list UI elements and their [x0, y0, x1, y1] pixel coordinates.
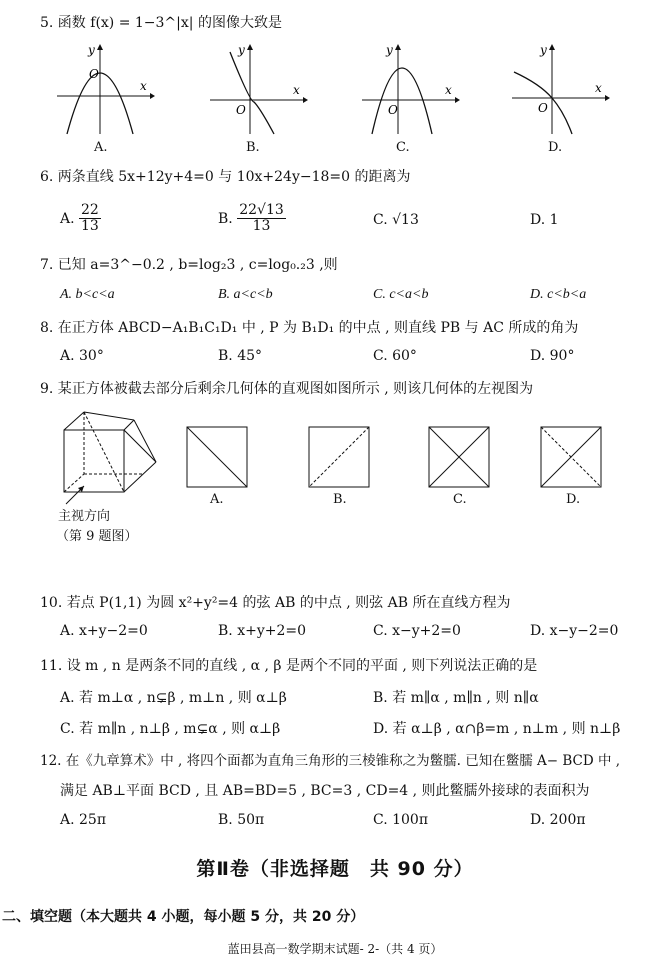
q8-option-c: C. 60°: [373, 348, 417, 364]
q6-a-denominator: 13: [81, 218, 99, 235]
fill-blank-heading: 二、填空题（本大题共 4 小题，每小题 5 分，共 20 分）: [2, 909, 365, 925]
q5-d-origin: O: [538, 101, 548, 115]
q5-a-origin: O: [89, 67, 99, 81]
q9-option-c-figure: [428, 426, 490, 488]
q11-option-b: B. 若 m∥α , m∥n , 则 n∥α: [373, 690, 539, 706]
q9-option-b-figure: [308, 426, 370, 488]
q11-stem: 11. 设 m , n 是两条不同的直线 , α , β 是两个不同的平面 , 则下列说法正确的是: [40, 658, 538, 674]
q9-option-b-label: B.: [333, 492, 347, 507]
q5-c-origin: O: [388, 103, 398, 117]
q9-option-a-figure: [186, 426, 248, 488]
q12-option-a: A. 25π: [60, 812, 107, 828]
q12-stem-line1: 12. 在《九章算术》中 , 将四个面都为直角三角形的三棱锥称之为鳖臑. 已知在鳖臑 A− BCD 中 ,: [40, 753, 621, 769]
q9-arrow-label: 主视方向: [58, 509, 111, 524]
q7-option-c: C. c<a<b: [373, 287, 429, 302]
q6-option-d: D. 1: [530, 212, 559, 228]
q5-option-d-label: D.: [548, 140, 563, 155]
q6-option-c: C. √13: [373, 212, 419, 228]
q5-graph-d: [510, 42, 610, 138]
q7-option-a: A. b<c<a: [60, 287, 115, 302]
q7-option-d: D. c<b<a: [530, 287, 587, 302]
q5-option-a-label: A.: [94, 140, 108, 155]
q8-option-d: D. 90°: [530, 348, 575, 364]
q5-graph-b: [208, 42, 308, 138]
q5-b-axis-y: y: [238, 43, 245, 57]
q5-option-c-label: C.: [396, 140, 410, 155]
q5-b-axis-x: x: [293, 83, 300, 97]
page-footer: 蓝田县高一数学期末试题- 2-（共 4 页）: [227, 942, 443, 956]
q8-option-b: B. 45°: [218, 348, 263, 364]
q5-graph-a: [55, 42, 155, 138]
q5-b-origin: O: [236, 103, 246, 117]
q9-solid-figure: [50, 408, 160, 508]
q5-d-axis-y: y: [540, 43, 547, 57]
q8-stem: 8. 在正方体 ABCD−A₁B₁C₁D₁ 中 , P 为 B₁D₁ 的中点 , 则直线 PB 与 AC 所成的角为: [40, 320, 579, 336]
q9-figure-caption: （第 9 题图）: [56, 529, 138, 544]
q6-stem: 6. 两条直线 5x+12y+4=0 与 10x+24y−18=0 的距离为: [40, 169, 411, 185]
q12-stem-line2: 满足 AB⊥平面 BCD , 且 AB=BD=5 , BC=3 , CD=4 , 则此鳖臑外接球的表面积为: [60, 783, 590, 799]
q5-option-b-label: B.: [246, 140, 260, 155]
q5-graph-c: [360, 42, 460, 138]
q9-option-a-label: A.: [210, 492, 224, 507]
q12-option-d: D. 200π: [530, 812, 586, 828]
q9-option-d-figure: [540, 426, 602, 488]
q7-option-b: B. a<c<b: [218, 287, 273, 302]
q8-option-a: A. 30°: [60, 348, 104, 364]
q6-b-denominator: 13: [252, 218, 271, 235]
q10-option-a: A. x+y−2=0: [60, 623, 148, 639]
q12-option-c: C. 100π: [373, 812, 429, 828]
q11-option-a: A. 若 m⊥α , n⊊β , m⊥n , 则 α⊥β: [60, 690, 287, 706]
q7-stem: 7. 已知 a=3^−0.2 , b=log₂3 , c=log₀.₂3 ,则: [40, 257, 338, 273]
q9-option-d-label: D.: [566, 492, 581, 507]
q6-b-numerator: 22√13: [239, 202, 284, 218]
section-2-title: 第Ⅱ卷（非选择题 共 90 分）: [196, 858, 474, 880]
q10-option-d: D. x−y−2=0: [530, 623, 619, 639]
q6-a-numerator: 22: [81, 202, 99, 218]
q10-option-b: B. x+y+2=0: [218, 623, 306, 639]
q9-stem: 9. 某正方体被截去部分后剩余几何体的直观图如图所示 , 则该几何体的左视图为: [40, 381, 534, 397]
q6-b-label: B.: [218, 210, 233, 227]
q5-a-axis-y: y: [88, 43, 95, 57]
q5-c-axis-x: x: [445, 83, 452, 97]
q6-a-label: A.: [60, 210, 75, 227]
q12-option-b: B. 50π: [218, 812, 265, 828]
q5-d-axis-x: x: [595, 81, 602, 95]
q5-a-axis-x: x: [140, 79, 147, 93]
q9-option-c-label: C.: [453, 492, 467, 507]
q11-option-d: D. 若 α⊥β , α∩β=m , n⊥m , 则 n⊥β: [373, 721, 621, 737]
q10-option-c: C. x−y+2=0: [373, 623, 461, 639]
q6-option-b: [218, 203, 286, 235]
q11-option-c: C. 若 m∥n , n⊥β , m⊊α , 则 α⊥β: [60, 721, 281, 737]
q10-stem: 10. 若点 P(1,1) 为圆 x²+y²=4 的弦 AB 的中点 , 则弦 AB 所在直线方程为: [40, 595, 511, 611]
q5-stem: 5. 函数 f(x) = 1−3^|x| 的图像大致是: [40, 15, 282, 31]
q5-c-axis-y: y: [386, 43, 393, 57]
q6-option-a: [60, 203, 101, 235]
